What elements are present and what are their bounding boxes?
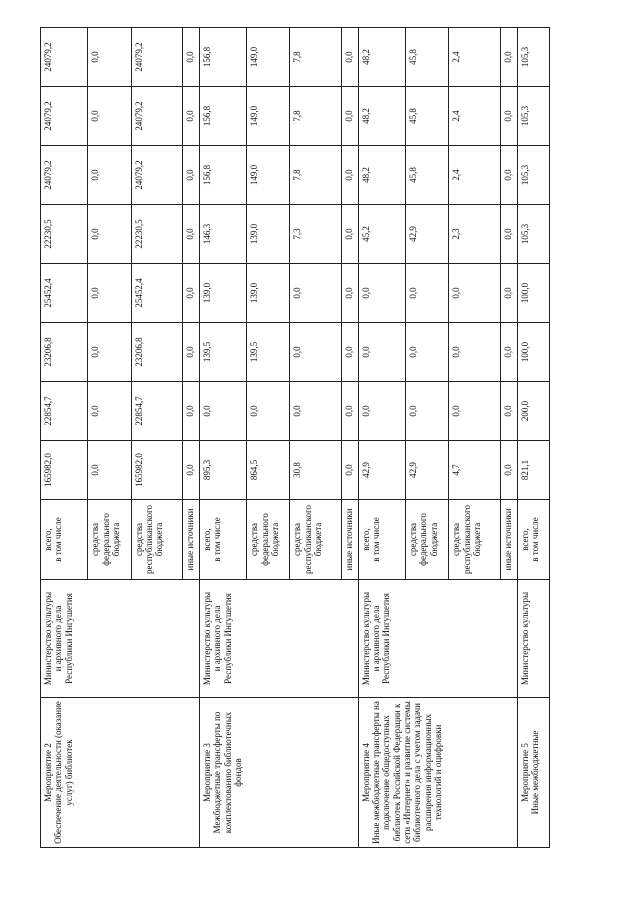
value-cell: 0,0 [449,323,501,382]
value-cell: 4,7 [449,441,501,500]
value-cell: 200,0 [517,382,549,441]
value-cell: 7,8 [290,28,342,87]
value-cell: 895,3 [199,441,246,500]
event-cell: Мероприятие 2 Обеспечение деятельности (оказание услуг) библиотек [41,698,200,848]
value-cell: 0,0 [199,382,246,441]
value-cell: 0,0 [406,323,449,382]
value-cell: 0,0 [88,264,131,323]
value-cell: 0,0 [406,264,449,323]
value-cell: 165982,0 [41,441,88,500]
value-cell: 0,0 [88,87,131,146]
value-cell: 0,0 [88,146,131,205]
source-cell: всего, в том числе [41,500,88,580]
value-cell: 0,0 [342,441,359,500]
value-cell: 105,3 [517,146,549,205]
value-cell: 0,0 [449,382,501,441]
source-cell: средства федерального бюджета [406,500,449,580]
table-row [517,28,549,848]
source-cell: средства федерального бюджета [88,500,131,580]
value-cell: 24079,2 [41,87,88,146]
value-cell: 7,8 [290,146,342,205]
value-cell: 0,0 [501,205,518,264]
value-cell: 146,3 [199,205,246,264]
value-cell: 139,0 [247,264,290,323]
value-cell: 0,0 [183,28,200,87]
funding-table [40,27,550,848]
source-cell: иные источники [342,500,359,580]
value-cell: 156,8 [199,87,246,146]
value-cell: 156,8 [199,146,246,205]
value-cell: 0,0 [183,323,200,382]
value-cell: 105,3 [517,28,549,87]
table-row [199,28,246,848]
value-cell: 45,8 [406,146,449,205]
value-cell: 48,2 [358,146,405,205]
value-cell: 0,0 [342,382,359,441]
value-cell: 156,8 [199,28,246,87]
value-cell: 25452,4 [41,264,88,323]
value-cell: 22854,7 [131,382,183,441]
event-cell: Мероприятие 5 Иные межбюджетные [517,698,549,848]
source-cell: средства федерального бюджета [247,500,290,580]
source-cell: средства республиканского бюджета [131,500,183,580]
event-cell: Мероприятие 4 Иные межбюджетные трансферты на подключение общедоступных библиотек Российской Федерации к сети «Интернет» и развитие системы библиотечного дела с учетом задачи расширения информационных технологий и оцифровки [358,698,517,848]
value-cell: 0,0 [290,382,342,441]
value-cell: 0,0 [342,146,359,205]
value-cell: 0,0 [342,87,359,146]
value-cell: 42,9 [406,205,449,264]
value-cell: 0,0 [88,323,131,382]
value-cell: 139,0 [247,205,290,264]
value-cell: 0,0 [449,264,501,323]
value-cell: 0,0 [183,264,200,323]
value-cell: 23206,8 [41,323,88,382]
value-cell: 105,3 [517,87,549,146]
value-cell: 24079,2 [131,87,183,146]
value-cell: 7,3 [290,205,342,264]
table-body [41,28,550,848]
value-cell: 48,2 [358,87,405,146]
source-cell: всего, в том числе [358,500,405,580]
value-cell: 0,0 [183,146,200,205]
source-cell: средства республиканского бюджета [449,500,501,580]
executor-cell: Министерство культуры [517,580,549,698]
rotated-table-wrapper [40,28,550,848]
value-cell: 0,0 [290,323,342,382]
value-cell: 0,0 [501,441,518,500]
value-cell: 42,9 [406,441,449,500]
value-cell: 2,4 [449,87,501,146]
value-cell: 2,4 [449,28,501,87]
executor-cell: Министерство культуры и архивного дела Республики Ингушетия [41,580,200,698]
value-cell: 23206,8 [131,323,183,382]
value-cell: 149,0 [247,87,290,146]
value-cell: 48,2 [358,28,405,87]
value-cell: 139,5 [247,323,290,382]
value-cell: 0,0 [88,382,131,441]
value-cell: 0,0 [358,264,405,323]
value-cell: 22230,5 [41,205,88,264]
value-cell: 0,0 [342,205,359,264]
executor-cell: Министерство культуры и архивного дела Республики Ингушетия [199,580,358,698]
value-cell: 0,0 [501,323,518,382]
value-cell: 0,0 [501,382,518,441]
value-cell: 2,3 [449,205,501,264]
value-cell: 7,8 [290,87,342,146]
value-cell: 2,4 [449,146,501,205]
value-cell: 0,0 [183,441,200,500]
value-cell: 864,5 [247,441,290,500]
value-cell: 0,0 [88,205,131,264]
source-cell: всего, в том числе [517,500,549,580]
table-row [41,28,88,848]
value-cell: 45,8 [406,87,449,146]
value-cell: 0,0 [342,28,359,87]
value-cell: 821,1 [517,441,549,500]
value-cell: 139,0 [199,264,246,323]
value-cell: 30,8 [290,441,342,500]
value-cell: 24079,2 [41,28,88,87]
value-cell: 0,0 [501,264,518,323]
value-cell: 24079,2 [131,28,183,87]
value-cell: 42,9 [358,441,405,500]
value-cell: 0,0 [501,87,518,146]
value-cell: 0,0 [247,382,290,441]
value-cell: 0,0 [183,205,200,264]
value-cell: 0,0 [406,382,449,441]
source-cell: иные источники [183,500,200,580]
value-cell: 0,0 [290,264,342,323]
source-cell: всего, в том числе [199,500,246,580]
value-cell: 0,0 [358,382,405,441]
value-cell: 22230,5 [131,205,183,264]
source-cell: средства республиканского бюджета [290,500,342,580]
value-cell: 45,2 [358,205,405,264]
value-cell: 139,5 [199,323,246,382]
value-cell: 24079,2 [41,146,88,205]
source-cell: иные источники [501,500,518,580]
value-cell: 0,0 [501,146,518,205]
value-cell: 105,3 [517,205,549,264]
value-cell: 22854,7 [41,382,88,441]
value-cell: 0,0 [342,323,359,382]
value-cell: 45,8 [406,28,449,87]
value-cell: 165982,0 [131,441,183,500]
value-cell: 149,0 [247,146,290,205]
value-cell: 25452,4 [131,264,183,323]
value-cell: 149,0 [247,28,290,87]
value-cell: 0,0 [358,323,405,382]
value-cell: 0,0 [88,441,131,500]
table-row [358,28,405,848]
event-cell: Мероприятие 3 Межбюджетные трансферты по комплектованию библиотечных фондов [199,698,358,848]
value-cell: 0,0 [342,264,359,323]
executor-cell: Министерство культуры и архивного дела Республики Ингушетия [358,580,517,698]
value-cell: 100,0 [517,264,549,323]
value-cell: 100,0 [517,323,549,382]
value-cell: 0,0 [183,382,200,441]
value-cell: 24079,2 [131,146,183,205]
value-cell: 0,0 [501,28,518,87]
value-cell: 0,0 [88,28,131,87]
value-cell: 0,0 [183,87,200,146]
